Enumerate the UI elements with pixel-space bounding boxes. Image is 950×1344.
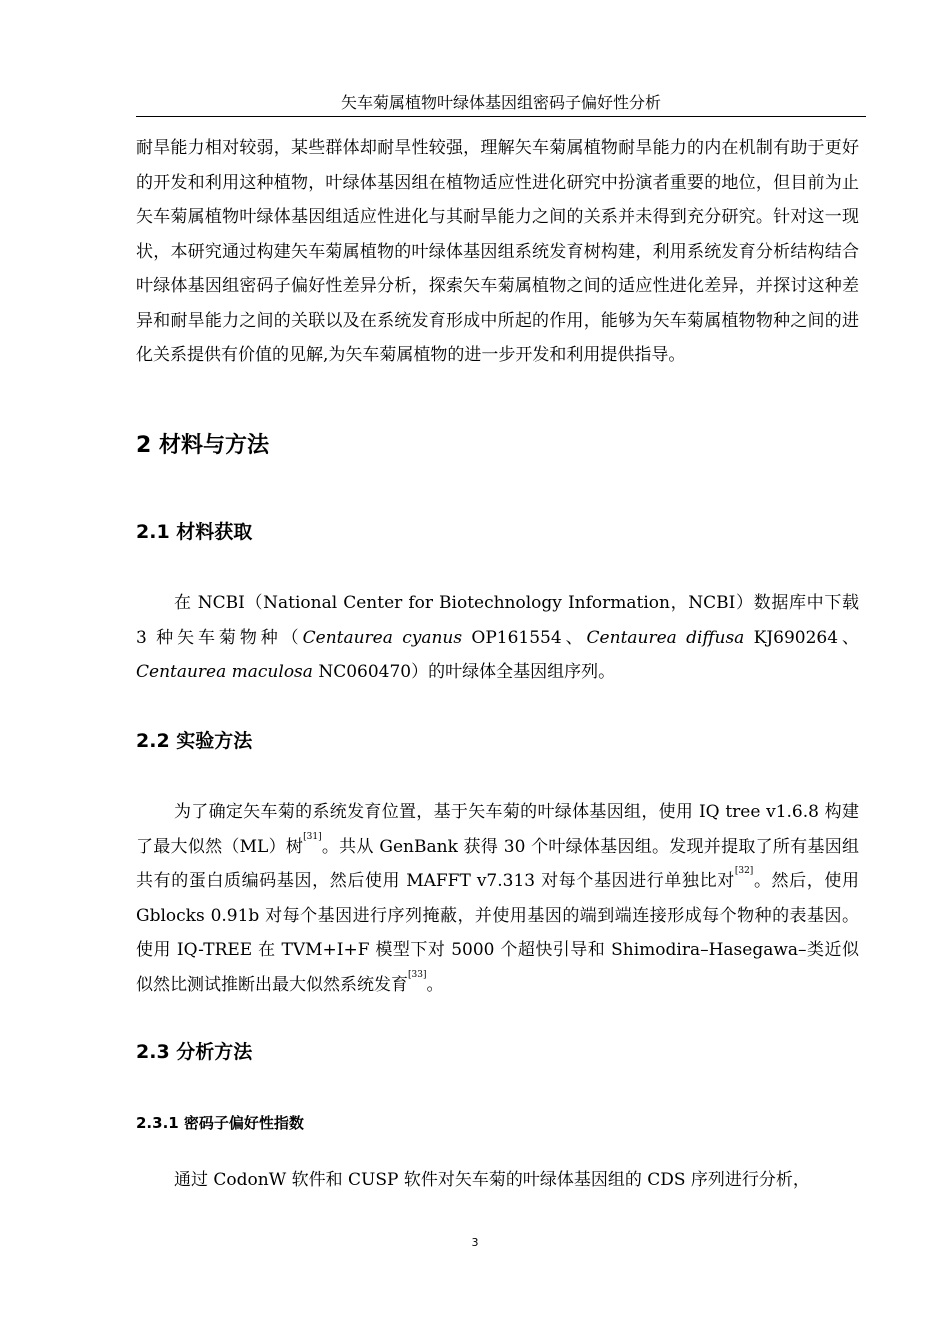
materials-text-a: 在 NCBI（National Center for Biotechnology Information，NCBI）数据库中下载 3 种矢车菊物种（ (136, 593, 859, 648)
methods-text-b: 。共从 GenBank 获得 30 个叶绿体基因组。发现并提取了所有基因组共有的蛋白质编码基因，然后使用 MAFFT v7.313 对每个基因进行单独比对 (136, 836, 859, 891)
accession-maculosa: NC060470）的叶绿体全基因组序列。 (312, 662, 616, 682)
intro-paragraph: 耐旱能力相对较弱，某些群体却耐旱性较强，理解矢车菊属植物耐旱能力的内在机制有助于更好的开发和利用这种植物，叶绿体基因组在植物适应性进化研究中扮演者重要的地位，但目前为止矢车菊属植物叶绿体基因组适应性进化与其耐旱能力之间的关系并未得到充分研究。针对这一现状，本研究通过构建矢车菊属植物的叶绿体基因组系统发育树构建，利用系统发育分析结构结合叶绿体基因组密码子偏好性差异分析，探索矢车菊属植物之间的适应性进化差异，并探讨这种差异和耐旱能力之间的关联以及在系统发育形成中所起的作用，能够为矢车菊属植物物种之间的进化关系提供有价值的见解,为矢车菊属植物的进一步开发和利用提供指导。 (136, 138, 859, 365)
section-2-2-paragraph (136, 795, 859, 1002)
accession-cyanus: OP161554、 (462, 627, 587, 648)
species-name-maculosa: Centaurea maculosa (136, 662, 313, 682)
page-number: 3 (471, 1236, 479, 1249)
section-2-2-heading: 2.2 实验方法 (136, 730, 253, 752)
section-2-1-heading: 2.1 材料获取 (136, 521, 253, 543)
species-name-cyanus: Centaurea cyanus (302, 627, 463, 648)
citation-32: [32] (734, 866, 754, 876)
methods-text-c: 。然后，使用 Gblocks 0.91b 对每个基因进行序列掩蔽，并使用基因的端到端连接形成每个物种的表基因。使用 IQ-TREE 在 TVM+I+F 模型下对 5000 个超快引导和 Shimodira–Hasegawa–类近似似然比测试推断出最大似然系统发育 (136, 871, 859, 995)
section-2-1-paragraph (136, 586, 859, 690)
citation-33: [33] (408, 969, 427, 980)
section-2-heading: 2 材料与方法 (136, 433, 269, 458)
species-name-diffusa: Centaurea diffusa (586, 627, 745, 648)
section-2-3-1-heading: 2.3.1 密码子偏好性指数 (136, 1114, 304, 1132)
methods-text-a: 为了确定矢车菊的系统发育位置，基于矢车菊的叶绿体基因组，使用 IQ tree v1.6.8 构建了最大似然（ML）树 (136, 802, 859, 857)
section-2-3-heading: 2.3 分析方法 (136, 1041, 253, 1063)
running-header: 矢车菊属植物叶绿体基因组密码子偏好性分析 (136, 90, 866, 117)
accession-diffusa: KJ690264、 (744, 627, 859, 648)
citation-31: [31] (303, 831, 322, 842)
section-2-3-1-paragraph: 通过 CodonW 软件和 CUSP 软件对矢车菊的叶绿体基因组的 CDS 序列进行分析， (174, 1170, 810, 1190)
methods-text-d: 。 (426, 974, 444, 995)
